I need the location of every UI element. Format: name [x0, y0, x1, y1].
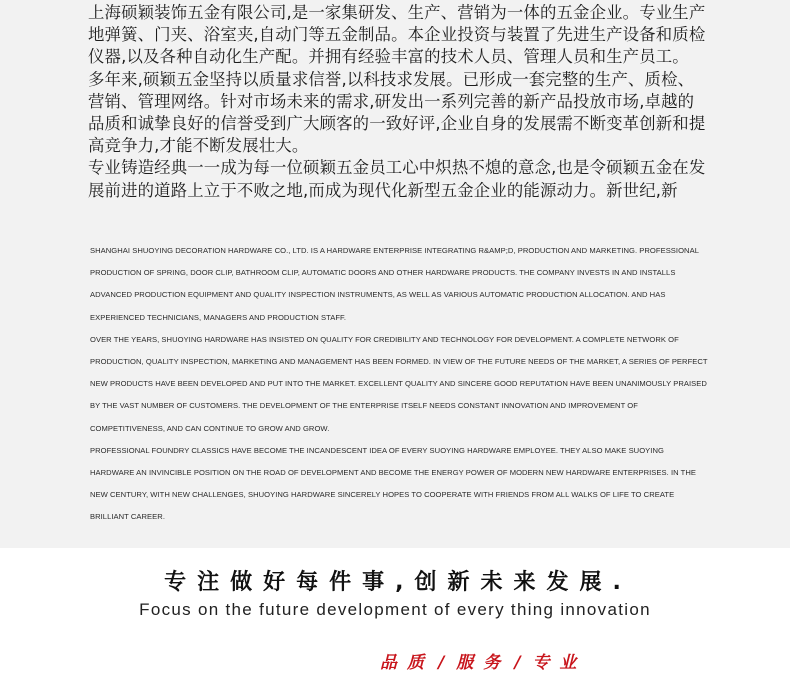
tagline-service: 服务 [456, 653, 511, 673]
chinese-intro-paragraph: 专业铸造经典一一成为每一位硕颖五金员工心中炽热不熄的意念,也是令硕颖五金在发展前进的道路上立于不败之地,而成为现代化新型五金企业的能源动力。新世纪,新 [88, 158, 706, 200]
chinese-intro-paragraph: 多年来,硕颖五金坚持以质量求信誉,以科技求发展。已形成一套完整的生产、质检、营销、管理网络。针对市场未来的需求,研发出一系列完善的新产品投放市场,卓越的品质和诚挚良好的信誉受到广大顾客的一致好评,企业自身的发展需不断变革创新和提高竞争力,才能不断发展壮大。 [88, 69, 706, 156]
tagline-professional: 专业 [532, 653, 587, 673]
tagline-separator: / [438, 653, 445, 673]
chinese-intro [88, 2, 708, 202]
tagline-separator: / [514, 653, 521, 673]
english-intro [90, 240, 710, 529]
english-intro-paragraph: PROFESSIONAL FOUNDRY CLASSICS HAVE BECOME THE INCANDESCENT IDEA OF EVERY SUOYING HARDWARE EMPLOYEE. THEY ALSO MAKE SUOYING HARDWARE AN INVINCIBLE POSITION ON THE ROAD OF DEVELOPMENT AND BECOME THE ENERGY POWER OF MODERN NEW HARDWARE ENTERPRISES. IN THE NEW CENTURY, WITH NEW CHALLENGES, SHUOYING HARDWARE SINCERELY HOPES TO COOPERATE WITH FRIENDS FROM ALL WALKS OF LIFE TO CREATE BRILLIANT CAREER. [90, 445, 697, 522]
english-intro-paragraph: OVER THE YEARS, SHUOYING HARDWARE HAS INSISTED ON QUALITY FOR CREDIBILITY AND TECHNOLOGY FOR DEVELOPMENT. A COMPLETE NETWORK OF PRODUCTION, QUALITY INSPECTION, MARKETING AND MANAGEMENT HAS BEEN FORMED. IN VIEW OF THE FUTURE NEEDS OF THE MARKET, A SERIES OF PERFECT NEW PRODUCTS HAVE BEEN DEVELOPED AND PUT INTO THE MARKET. EXCELLENT QUALITY AND SINCERE GOOD REPUTATION HAVE BEEN UNANIMOUSLY PRAISED BY THE VAST NUMBER OF CUSTOMERS. THE DEVELOPMENT OF THE ENTERPRISE ITSELF NEEDS CONSTANT INNOVATION AND IMPROVEMENT OF COMPETITIVENESS, AND CAN CONTINUE TO GROW AND GROW. [90, 334, 708, 433]
english-intro-paragraph: SHANGHAI SHUOYING DECORATION HARDWARE CO., LTD. IS A HARDWARE ENTERPRISE INTEGRATING R&AMP;D, PRODUCTION AND MARKETING. PROFESSIONAL PRODUCTION OF SPRING, DOOR CLIP, BATHROOM CLIP, AUTOMATIC DOORS AND OTHER HARDWARE PRODUCTS. THE COMPANY INVESTS IN AND INSTALLS ADVANCED PRODUCTION EQUIPMENT AND QUALITY INSPECTION INSTRUMENTS, AS WELL AS VARIOUS AUTOMATIC PRODUCTION ALLOCATION. AND HAS EXPERIENCED TECHNICIANS, MANAGERS AND PRODUCTION STAFF. [90, 246, 699, 322]
brand-tagline [380, 648, 586, 673]
slogan-chinese: 专注做好每件事,创新未来发展. [164, 570, 632, 595]
slogan-english: Focus on the future development of every thing innovation [139, 600, 651, 619]
tagline-quality: 品质 [380, 653, 434, 673]
chinese-intro-paragraph: 上海硕颖装饰五金有限公司,是一家集研发、生产、营销为一体的五金企业。专业生产地弹簧、门夹、浴室夹,自动门等五金制品。本企业投资与装置了先进生产设备和质检仪器,以及各种自动化生产配。并拥有经验丰富的技术人员、管理人员和生产员工。 [88, 3, 706, 67]
